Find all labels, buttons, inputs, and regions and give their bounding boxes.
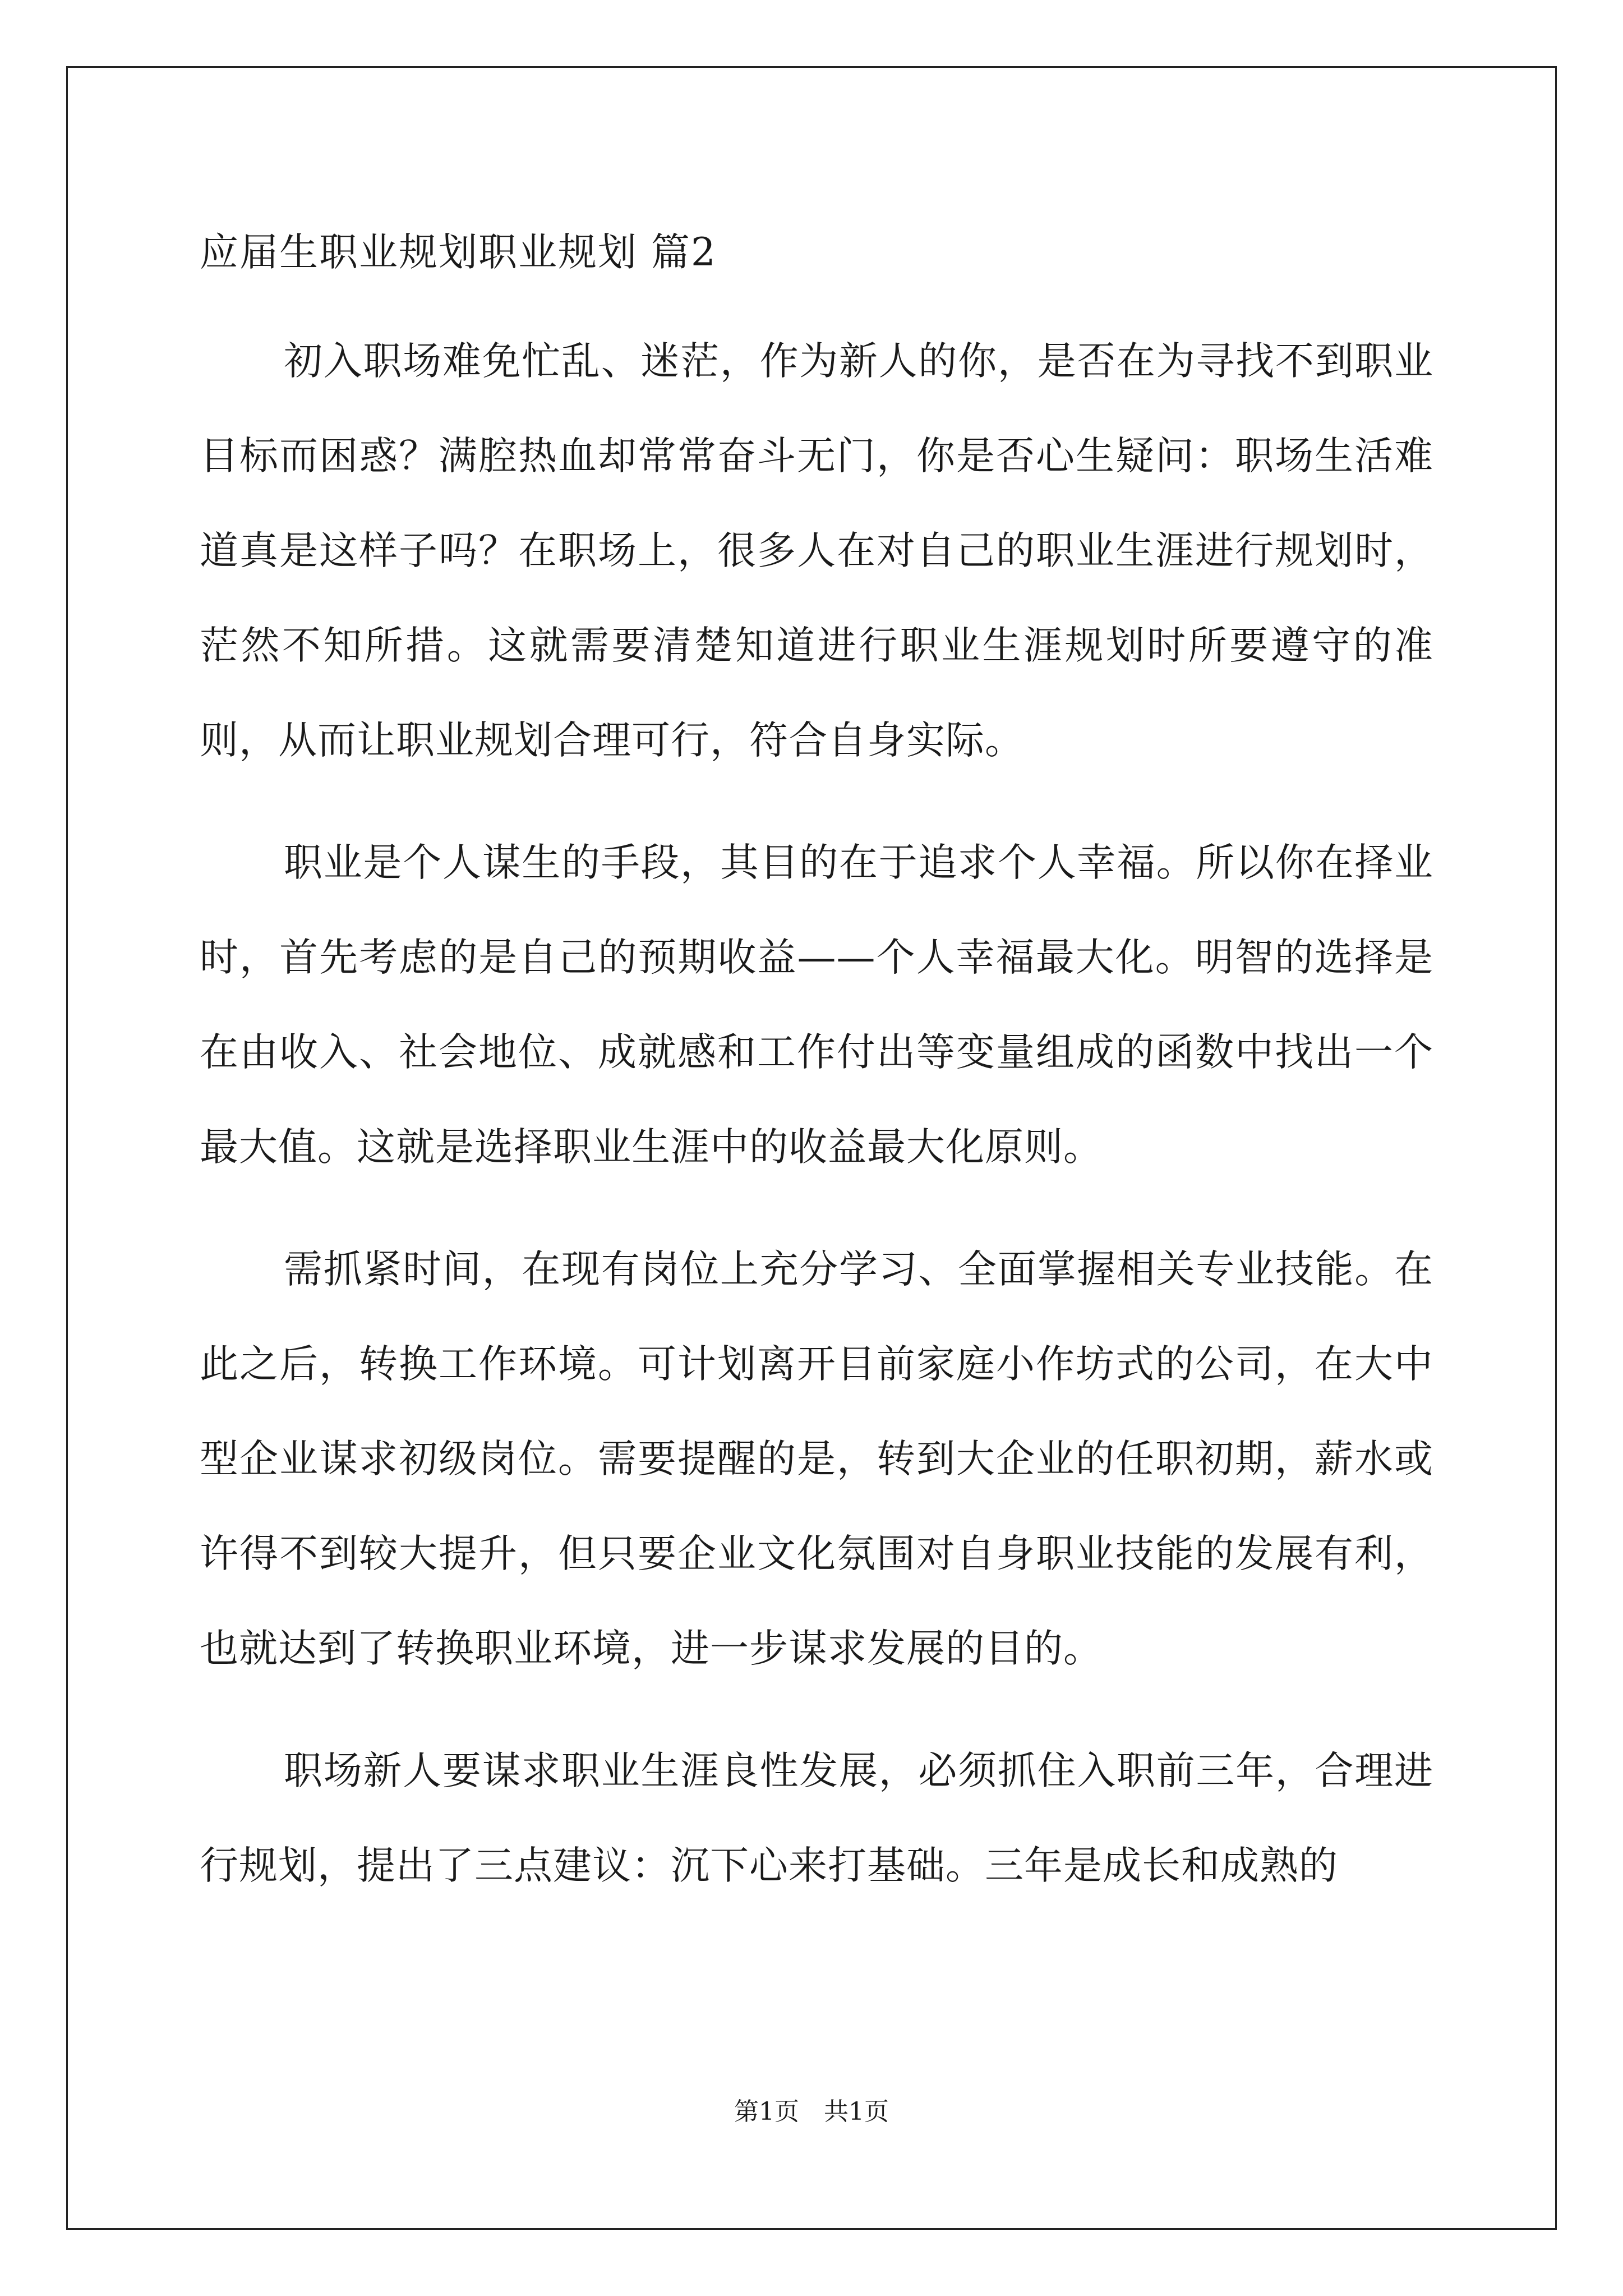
document-title: 应届生职业规划职业规划 篇2 — [200, 230, 717, 275]
paragraph-4: 职场新人要谋求职业生涯良性发展，必须抓住入职前三年，合理进行规划，提出了三点建议：沉下心来打基础。三年是成长和成熟的 — [200, 1749, 1433, 1888]
page-number-footer: 第1页 共1页 — [734, 2097, 889, 2126]
paragraph-3: 需抓紧时间，在现有岗位上充分学习、全面掌握相关专业技能。在此之后，转换工作环境。可计划离开目前家庭小作坊式的公司，在大中型企业谋求初级岗位。需要提醒的是，转到大企业的任职初期，薪水或许得不到较大提升，但只要企业文化氛围对自身职业技能的发展有利，也就达到了转换职业环境，进一步谋求发展的目的。 — [200, 1247, 1433, 1671]
paragraph-2: 职业是个人谋生的手段，其目的在于追求个人幸福。所以你在择业时，首先考虑的是自己的预期收益——个人幸福最大化。明智的选择是在由收入、社会地位、成就感和工作付出等变量组成的函数中找出一个最大值。这就是选择职业生涯中的收益最大化原则。 — [200, 840, 1433, 1170]
document-body — [200, 314, 1433, 1941]
paragraph-1: 初入职场难免忙乱、迷茫，作为新人的你，是否在为寻找不到职业目标而困惑？满腔热血却常常奋斗无门，你是否心生疑问：职场生活难道真是这样子吗？在职场上，很多人在对自己的职业生涯进行规划时，茫然不知所措。这就需要清楚知道进行职业生涯规划时所要遵守的准则，从而让职业规划合理可行，符合自身实际。 — [200, 339, 1433, 763]
